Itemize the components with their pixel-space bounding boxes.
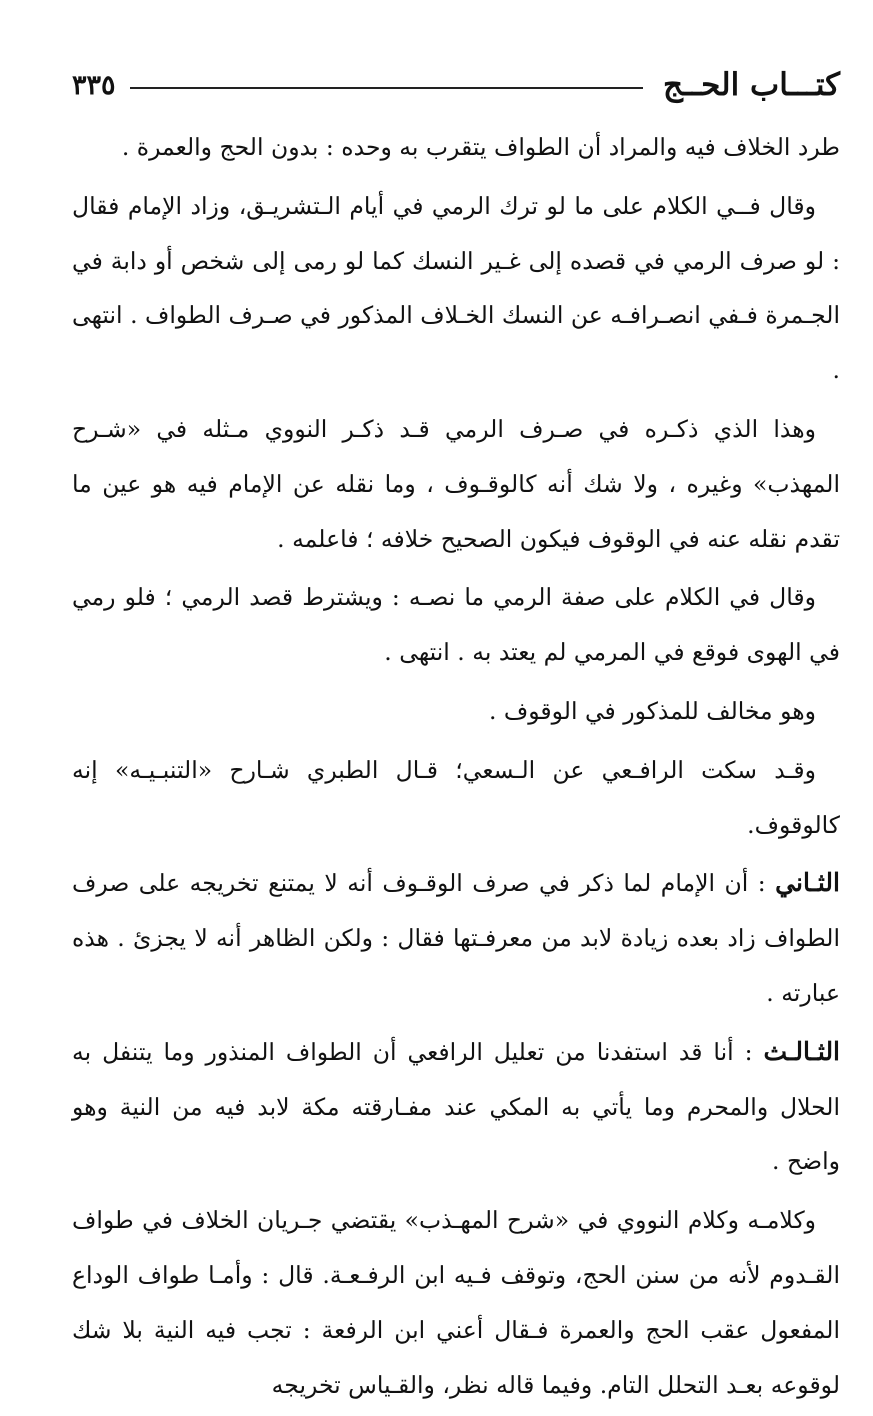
paragraph (72, 743, 840, 853)
paragraph-text: وقال في الكلام على صفة الرمي ما نصـه : ويشترط قصد الرمي ؛ فلو رمي في الهوى فوقع في المرمي لم يعتد به . انتهى . (72, 583, 840, 667)
body-text (72, 120, 840, 1416)
paragraph (72, 684, 840, 739)
paragraph-text: طرد الخلاف فيه والمراد أن الطواف يتقرب به وحده : بدون الحج والعمرة . (121, 133, 840, 161)
paragraph-text: وقـد سكت الرافـعي عن الـسعي؛ قـال الطبري شـارح «التنبـيـه» إنه كالوقوف. (72, 755, 840, 839)
page-number: ٣٣٥ (72, 69, 116, 101)
paragraph (72, 120, 840, 175)
paragraph-text: وكلامـه وكلام النووي في «شرح المهـذب» يقتضي جـريان الخلاف في طواف القـدوم لأنه من سنن الحج، وتوقف فـيه ابن الرفـعـة. قال : وأمـا طواف الوداع المفعول عقب الحج والعمرة فـقال أعني ابن الرفعة : تجب فيه النية بلا شك لوقوعه بعـد التحلل التام. وفيما قاله نظر، والقـياس تخريجه (72, 1206, 840, 1399)
paragraph-text: وهو مخالف للمذكور في الوقوف . (488, 696, 816, 725)
paragraph (72, 1193, 840, 1412)
paragraph (72, 570, 840, 680)
running-title: كتـــاب الحــج (662, 67, 840, 103)
header-rule (130, 87, 643, 89)
paragraph-text: : أنا قد استفدنا من تعليل الرافعي أن الطواف المنذور وما يتنفل به الحلال والمحرم وما يأتي به المكي عند مفـارقته مكة لابد فيه من النية وهو واضح . (72, 1037, 840, 1176)
paragraph-lead-word: الثـاني (775, 868, 840, 898)
paragraph-lead-word: الثـالـث (763, 1036, 841, 1066)
paragraph (72, 402, 840, 566)
paragraph-text: وقال فــي الكلام على ما لو ترك الرمي في أيام الـتشريـق، وزاد الإمام فقال : لو صرف الرمي في قصده إلى غـير النسك كما لو رمى إلى شخص أو دابة في الجـمرة فـفي انصـرافـه عن النسك الخـلاف المذكور في صـرف الطواف . انتهى . (72, 191, 840, 385)
page-header (72, 60, 840, 110)
paragraph (72, 179, 840, 398)
paragraph (72, 1025, 840, 1189)
paragraph (72, 856, 840, 1020)
paragraph-text: : أن الإمام لما ذكر في صرف الوقـوف أنه لا يمتنع تخريجه على صرف الطواف زاد بعده زيادة لابد من معرفـتها فقال : ولكن الظاهر أنه لا يجزئ . هذه عبارته . (72, 869, 840, 1007)
paragraph-text: وهذا الذي ذكـره في صـرف الرمي قـد ذكـر النووي مـثله في «شـرح المهذب» وغيره ، ولا شك أنه كالوقـوف ، وما نقله عن الإمام فيه هو عين ما تقدم نقله عنه في الوقوف فيكون الصحيح خلافه ؛ فاعلمه . (72, 414, 840, 553)
